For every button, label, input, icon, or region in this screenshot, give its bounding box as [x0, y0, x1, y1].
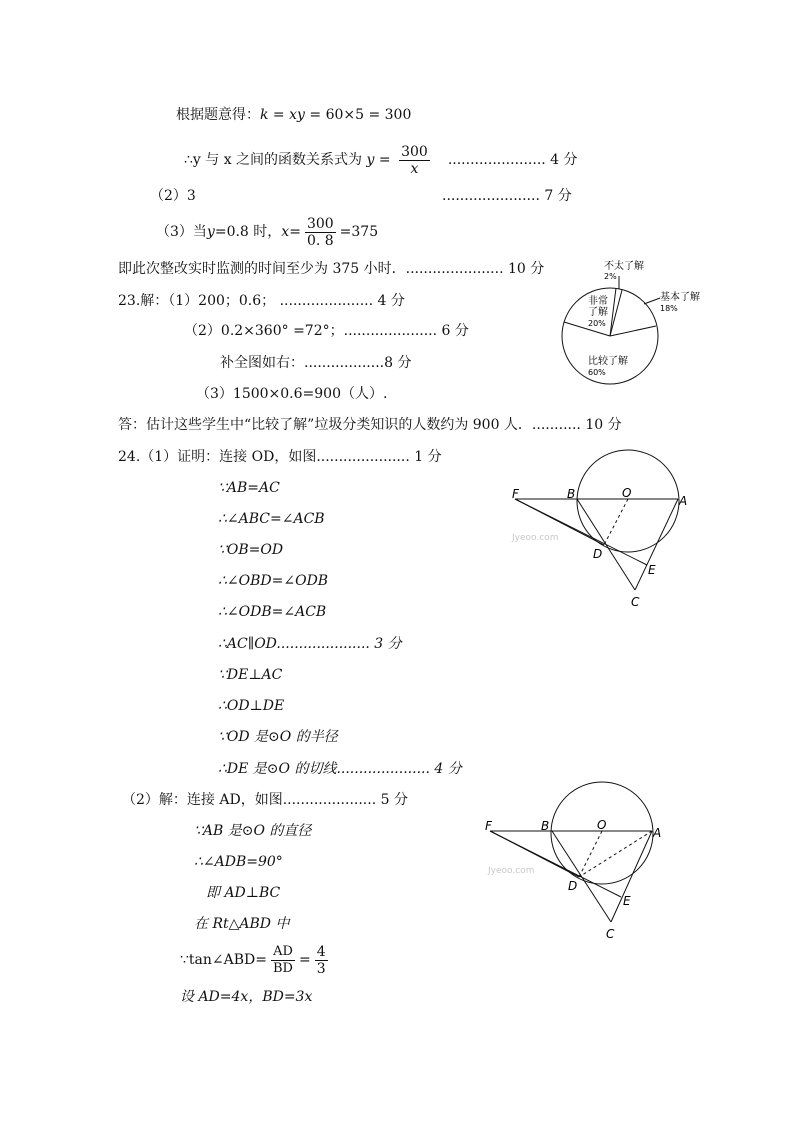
segment-ac	[635, 499, 678, 590]
line-q23-part3: （3）1500×0.6=900（人）.	[196, 386, 388, 402]
proof-step-2: ∴∠ABC=∠ACB	[218, 511, 325, 527]
text: =	[289, 224, 301, 240]
score-marker: ...................... 7 分	[442, 188, 572, 204]
line-part3	[156, 212, 378, 252]
var-xy: xy	[289, 107, 305, 123]
denominator: 0. 8	[306, 232, 334, 249]
watermark: Jyeoo.com	[488, 866, 535, 876]
circle-o	[577, 450, 679, 552]
proof-step-9: ∵OD 是⊙O 的半径	[218, 729, 338, 745]
numerator: AD	[271, 944, 295, 961]
text: =	[374, 152, 396, 168]
var-y: y	[366, 152, 375, 168]
text: =375	[339, 224, 379, 240]
segment-ac	[611, 831, 652, 922]
denominator: BD	[272, 960, 293, 976]
solution-step-4: 在 Rt△ABD 中	[194, 916, 290, 932]
fraction-300-over-x	[399, 144, 430, 177]
text: =0.8 时，	[214, 224, 282, 240]
proof-step-4: ∴∠OBD=∠ODB	[218, 573, 329, 589]
line-q23-part2: （2）0.2×360° =72°；..................... 6 分	[184, 323, 469, 339]
fraction-ad-over-bd	[271, 944, 295, 977]
fraction-300-over-0.8	[305, 216, 336, 249]
point-d: D	[568, 879, 578, 893]
proof-step-8: ∴OD⊥DE	[218, 698, 285, 714]
label-bijiao: 比较了解	[588, 356, 628, 367]
proof-step-7: ∵DE⊥AC	[218, 667, 283, 683]
point-c: C	[606, 927, 615, 941]
denominator: x	[410, 160, 419, 177]
line-conclusion-375: 即此次整改实时监测的时间至少为 375 小时．...................... 10 分	[118, 261, 545, 277]
point-b: B	[567, 487, 576, 501]
line-q24-part1: 24.（1）证明：连接 OD，如图..................... 1 分	[118, 449, 442, 465]
pct-feichang: 20%	[588, 319, 606, 328]
var-x: x	[281, 224, 290, 240]
point-b: B	[541, 819, 550, 833]
solution-step-3: 即 AD⊥BC	[206, 885, 281, 901]
text: =	[298, 952, 311, 968]
line-part2-answer	[150, 187, 196, 205]
text: =	[268, 107, 290, 123]
solution-step-let: 设 AD=4x，BD=3x	[180, 989, 313, 1005]
solution-step-tan	[180, 940, 332, 980]
proof-step-5: ∴∠ODB=∠ACB	[218, 604, 327, 620]
leader-line	[644, 298, 660, 304]
fraction-4-over-3	[315, 944, 328, 977]
label-feichang-1: 非常	[588, 296, 608, 307]
text: ∴y 与 x 之间的函数关系式为	[184, 152, 367, 168]
line-q23-answer: 答：估计这些学生中“比较了解”垃圾分类知识的人数约为 900 人．........... 10 分	[118, 417, 622, 433]
line-function-relation	[184, 140, 578, 180]
point-a: A	[653, 826, 662, 840]
point-f: F	[485, 819, 492, 833]
circle-o	[551, 782, 653, 884]
pie-chart	[548, 256, 718, 396]
point-o: O	[597, 818, 607, 832]
segment-bc	[577, 499, 635, 590]
solution-step-2: ∴∠ADB=90°	[194, 854, 283, 870]
watermark: Jyeoo.com	[512, 533, 559, 543]
score-marker: ...................... 4 分	[447, 152, 578, 168]
solution-step-1: ∵AB 是⊙O 的直径	[194, 823, 312, 839]
var-k: k	[260, 107, 269, 123]
segment-fe	[490, 831, 621, 897]
line-q23-complete-chart: 补全图如右：..................8 分	[220, 355, 412, 371]
proof-step-6: ∴AC∥OD..................... 3 分	[218, 636, 402, 652]
pct-butai: 2%	[604, 272, 617, 281]
numerator: 300	[306, 215, 334, 232]
proof-step-10: ∴DE 是⊙O 的切线..................... 4 分	[218, 761, 462, 777]
point-a: A	[679, 494, 688, 508]
pct-bijiao: 60%	[588, 368, 606, 377]
point-c: C	[631, 595, 640, 609]
line-part2-score	[442, 187, 572, 205]
label-feichang-2: 了解	[588, 307, 608, 318]
point-f: F	[512, 487, 519, 501]
point-e: E	[623, 894, 631, 908]
proof-step-3: ∵OB=OD	[218, 542, 284, 558]
numerator: 300	[401, 143, 428, 160]
text: 根据题意得：	[176, 107, 260, 123]
line-q24-part2: （2）解：连接 AD，如图..................... 5 分	[122, 792, 408, 808]
line-q23-part1: 23.解：（1）200；0.6； ..................... 4 分	[118, 293, 405, 309]
point-e: E	[648, 563, 656, 577]
segment-od-dashed	[604, 499, 628, 545]
denominator: 3	[316, 960, 326, 977]
segment-bc	[552, 831, 611, 922]
text: = 60×5 = 300	[304, 107, 412, 123]
point-d: D	[593, 547, 603, 561]
numerator: 4	[316, 943, 326, 960]
label-jiben: 基本了解	[660, 292, 700, 303]
text: （2）3	[150, 188, 196, 204]
geometry-figure-2	[478, 776, 678, 946]
proof-step-1: ∵AB=AC	[218, 480, 280, 496]
pct-jiben: 18%	[660, 304, 678, 313]
geometry-figure-1	[500, 446, 700, 616]
segment-fe	[515, 499, 647, 565]
label-butai: 不太了解	[604, 261, 644, 272]
line-k-value	[176, 106, 411, 124]
text: ∵tan∠ABD=	[180, 952, 267, 968]
point-o: O	[622, 486, 632, 500]
var-y: y	[206, 224, 215, 240]
text: （3）当	[156, 224, 207, 240]
